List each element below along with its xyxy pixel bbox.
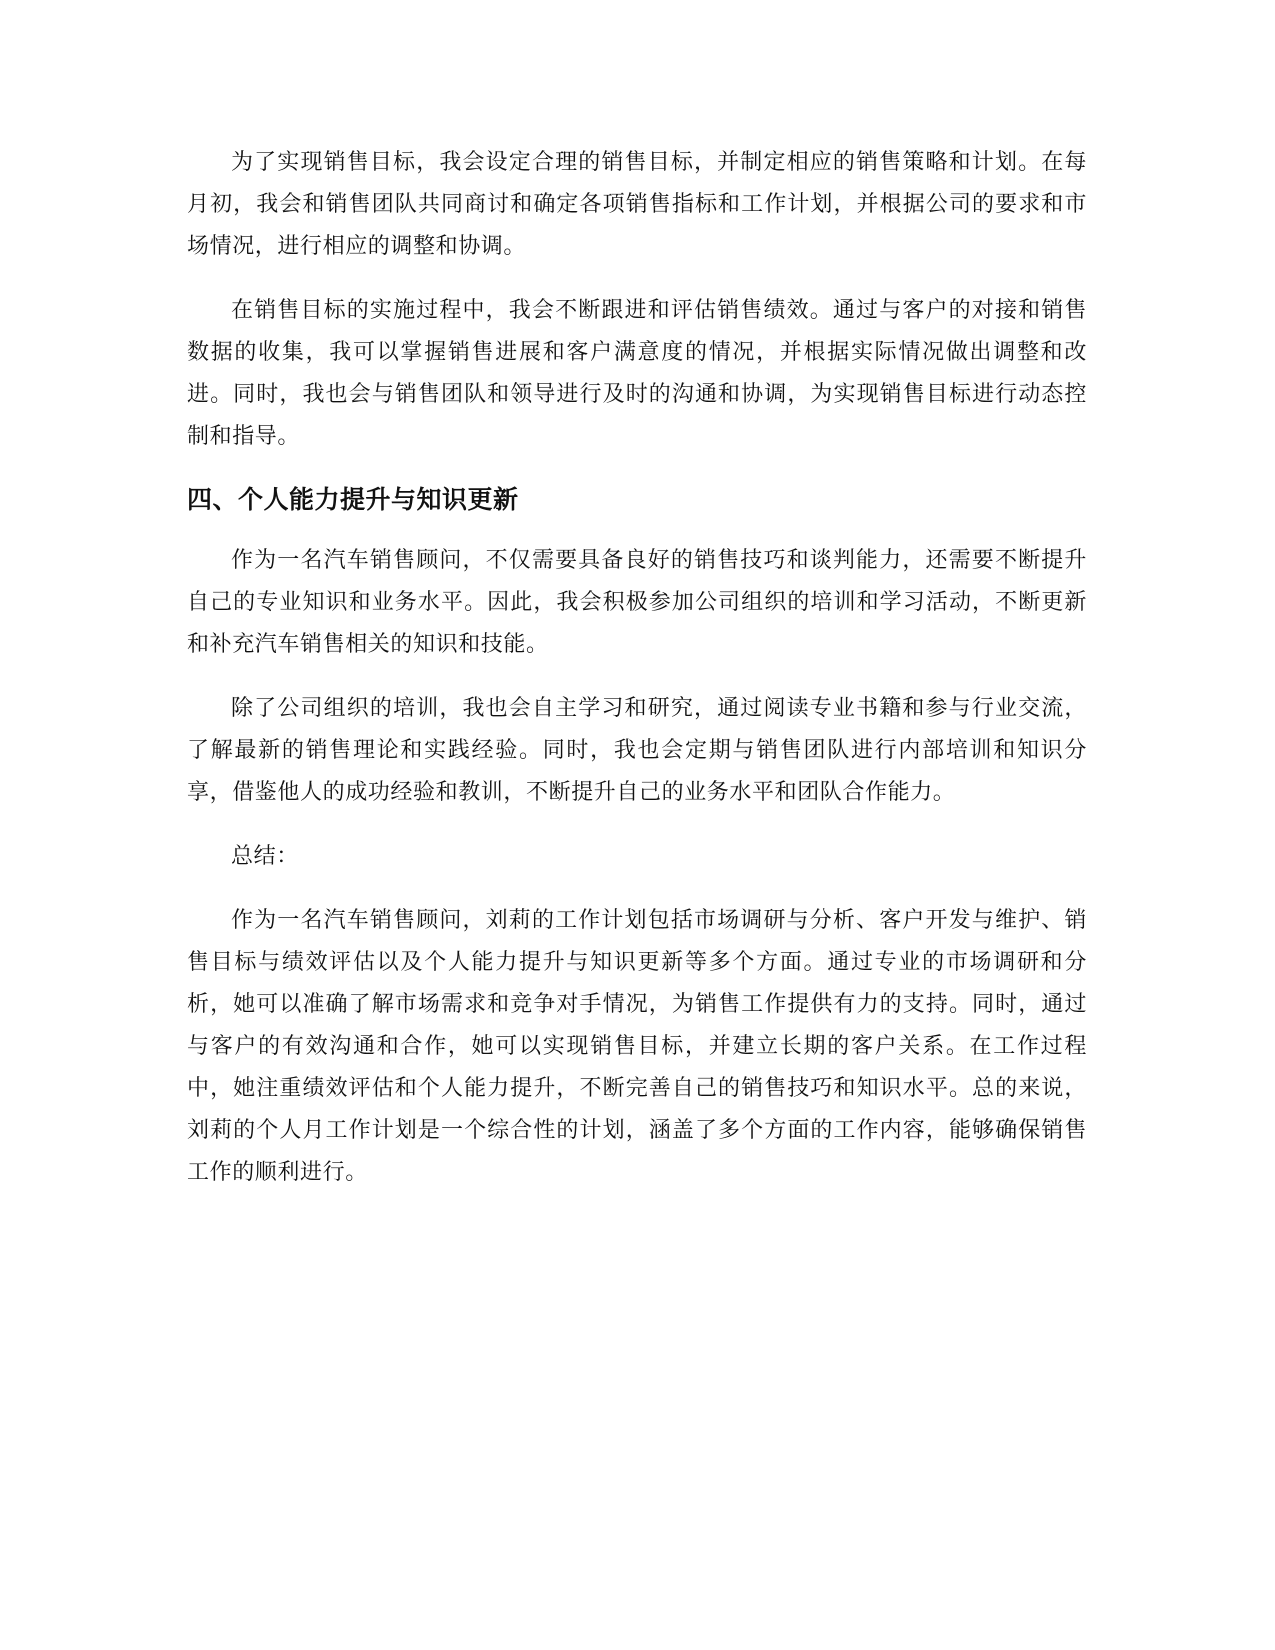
paragraph-sales-target-plan: 为了实现销售目标，我会设定合理的销售目标，并制定相应的销售策略和计划。在每月初，我会和销售团队共同商讨和确定各项销售指标和工作计划，并根据公司的要求和市场情况，进行相应的调整和协调。	[187, 150, 1087, 259]
paragraph-professional-knowledge: 作为一名汽车销售顾问，不仅需要具备良好的销售技巧和谈判能力，还需要不断提升自己的专业知识和业务水平。因此，我会积极参加公司组织的培训和学习活动，不断更新和补充汽车销售相关的知识和技能。	[187, 548, 1087, 657]
paragraph-summary: 作为一名汽车销售顾问，刘莉的工作计划包括市场调研与分析、客户开发与维护、销售目标与绩效评估以及个人能力提升与知识更新等多个方面。通过专业的市场调研和分析，她可以准确了解市场需求和竞争对手情况，为销售工作提供有力的支持。同时，通过与客户的有效沟通和合作，她可以实现销售目标，并建立长期的客户关系。在工作过程中，她注重绩效评估和个人能力提升，不断完善自己的销售技巧和知识水平。总的来说，刘莉的个人月工作计划是一个综合性的计划，涵盖了多个方面的工作内容，能够确保销售工作的顺利进行。	[187, 908, 1087, 1185]
paragraph-self-learning: 除了公司组织的培训，我也会自主学习和研究，通过阅读专业书籍和参与行业交流，了解最新的销售理论和实践经验。同时，我也会定期与销售团队进行内部培训和知识分享，借鉴他人的成功经验和教训，不断提升自己的业务水平和团队合作能力。	[187, 696, 1087, 805]
document-body	[187, 142, 1087, 1216]
paragraph-sales-performance: 在销售目标的实施过程中，我会不断跟进和评估销售绩效。通过与客户的对接和销售数据的收集，我可以掌握销售进展和客户满意度的情况，并根据实际情况做出调整和改进。同时，我也会与销售团队和领导进行及时的沟通和协调，为实现销售目标进行动态控制和指导。	[187, 298, 1087, 449]
summary-label: 总结：	[231, 844, 299, 869]
section-heading-4: 四、个人能力提升与知识更新	[187, 485, 519, 514]
